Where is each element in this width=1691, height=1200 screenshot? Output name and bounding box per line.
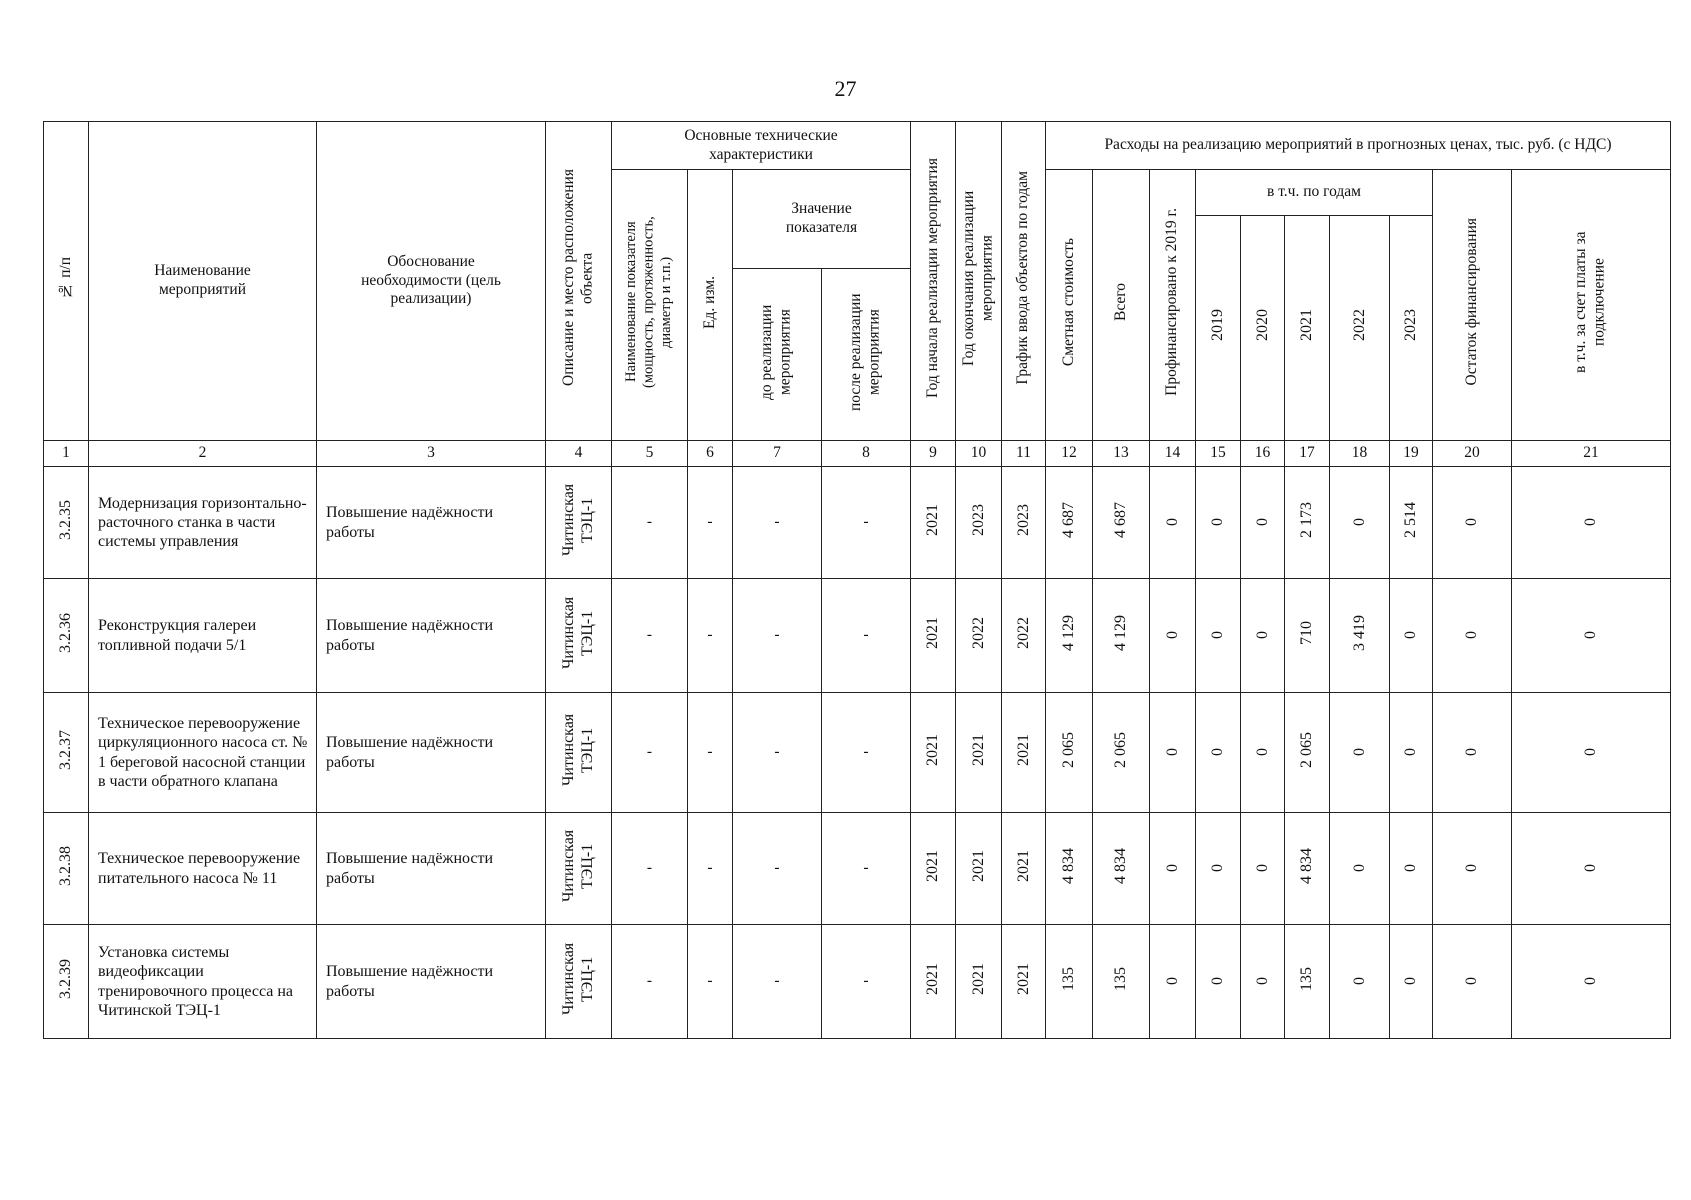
end-year-cell	[956, 579, 1002, 693]
prefinanced-value: 0	[1163, 631, 1181, 640]
expense-2023-cell	[1390, 579, 1433, 693]
schedule-year-value: 2023	[1014, 503, 1032, 536]
row-number-cell	[44, 925, 89, 1039]
start-year-value: 2021	[924, 503, 942, 536]
location-text: Читинская ТЭЦ-1	[560, 829, 597, 902]
expense-2020-value: 0	[1253, 631, 1271, 640]
header-by-years: в т.ч. по годам	[1196, 170, 1433, 216]
header-indicator-name: Наименование показателя (мощность, протяженность, диаметр и т.п.)	[612, 170, 688, 441]
prefinanced-cell	[1150, 693, 1196, 813]
column-number: 17	[1285, 441, 1330, 467]
column-number: 19	[1390, 441, 1433, 467]
end-year-cell	[956, 925, 1002, 1039]
start-year-cell	[911, 467, 956, 579]
header-justification: Обоснование необходимости (цель реализации)	[317, 122, 546, 441]
schedule-year-cell	[1002, 579, 1046, 693]
justification-cell: Повышение надёжности работы	[317, 579, 546, 693]
location-cell	[546, 467, 612, 579]
total-cost-value: 135	[1112, 966, 1130, 991]
justification-cell: Повышение надёжности работы	[317, 693, 546, 813]
header-tech-group: Основные технические характеристики	[612, 122, 911, 170]
expense-2021-value: 4 834	[1298, 847, 1316, 884]
row-number-value: 3.2.37	[57, 729, 75, 770]
expense-2023-value: 0	[1402, 864, 1420, 873]
column-number: 9	[911, 441, 956, 467]
expense-2023-value: 0	[1402, 977, 1420, 986]
prefinanced-cell	[1150, 579, 1196, 693]
column-number: 8	[822, 441, 911, 467]
indicator-name-cell: -	[612, 579, 688, 693]
expense-2022-cell	[1330, 813, 1390, 925]
total-cost-cell	[1093, 579, 1150, 693]
prefinanced-cell	[1150, 467, 1196, 579]
value-after-cell: -	[822, 925, 911, 1039]
prefinanced-cell	[1150, 925, 1196, 1039]
expense-2022-value: 0	[1350, 748, 1368, 757]
page-number: 27	[834, 76, 857, 101]
column-number: 18	[1330, 441, 1390, 467]
header-schedule: График ввода объектов по годам	[1002, 122, 1046, 441]
expense-2023-cell	[1390, 467, 1433, 579]
row-number-value: 3.2.36	[57, 612, 75, 653]
estimated-cost-value: 4 687	[1060, 501, 1078, 538]
prefinanced-value: 0	[1163, 977, 1181, 986]
estimated-cost-cell	[1046, 813, 1093, 925]
expense-2019-cell	[1196, 579, 1241, 693]
header-y2023: 2023	[1390, 216, 1433, 441]
prefinanced-value: 0	[1163, 748, 1181, 757]
expense-2020-value: 0	[1253, 518, 1271, 527]
start-year-value: 2021	[924, 616, 942, 649]
value-before-cell: -	[733, 813, 822, 925]
end-year-cell	[956, 813, 1002, 925]
value-after-cell: -	[822, 693, 911, 813]
table-row	[44, 813, 1671, 925]
expense-2023-value: 2 514	[1402, 501, 1420, 538]
connection-fee-value: 0	[1582, 864, 1600, 873]
connection-fee-value: 0	[1582, 748, 1600, 757]
expense-2019-cell	[1196, 693, 1241, 813]
column-number: 15	[1196, 441, 1241, 467]
expense-2022-cell	[1330, 693, 1390, 813]
remaining-financing-value: 0	[1463, 518, 1481, 527]
expense-2022-cell	[1330, 579, 1390, 693]
column-number: 2	[89, 441, 317, 467]
end-year-cell	[956, 693, 1002, 813]
expense-2020-cell	[1241, 813, 1285, 925]
estimated-cost-value: 135	[1060, 966, 1078, 991]
total-cost-value: 4 687	[1112, 501, 1130, 538]
schedule-year-cell	[1002, 693, 1046, 813]
expense-2021-value: 2 173	[1298, 501, 1316, 538]
value-before-cell: -	[733, 693, 822, 813]
expense-2020-cell	[1241, 579, 1285, 693]
estimated-cost-cell	[1046, 579, 1093, 693]
expense-2021-value: 2 065	[1298, 731, 1316, 768]
header-expenses-group: Расходы на реализацию мероприятий в прогнозных ценах, тыс. руб. (с НДС)	[1046, 122, 1671, 170]
remaining-financing-cell	[1433, 579, 1512, 693]
expense-2023-value: 0	[1402, 631, 1420, 640]
location-text: Читинская ТЭЦ-1	[560, 713, 597, 786]
row-number-cell	[44, 467, 89, 579]
value-before-cell: -	[733, 925, 822, 1039]
remaining-financing-cell	[1433, 925, 1512, 1039]
justification-cell: Повышение надёжности работы	[317, 467, 546, 579]
row-number-cell	[44, 579, 89, 693]
table-row	[44, 467, 1671, 579]
indicator-name-cell: -	[612, 925, 688, 1039]
row-number-value: 3.2.35	[57, 499, 75, 540]
justification-cell: Повышение надёжности работы	[317, 813, 546, 925]
indicator-name-cell: -	[612, 813, 688, 925]
header-start-year: Год начала реализации мероприятия	[911, 122, 956, 441]
connection-fee-value: 0	[1582, 977, 1600, 986]
expense-2019-cell	[1196, 925, 1241, 1039]
header-after: после реализации мероприятия	[822, 269, 911, 441]
column-number: 14	[1150, 441, 1196, 467]
schedule-year-cell	[1002, 925, 1046, 1039]
indicator-name-cell: -	[612, 693, 688, 813]
column-number: 1	[44, 441, 89, 467]
expense-2023-cell	[1390, 693, 1433, 813]
end-year-value: 2021	[969, 849, 987, 882]
remaining-financing-value: 0	[1463, 864, 1481, 873]
expense-2020-cell	[1241, 925, 1285, 1039]
unit-cell: -	[688, 579, 733, 693]
header-total: Всего	[1093, 170, 1150, 441]
schedule-year-cell	[1002, 467, 1046, 579]
expense-2020-cell	[1241, 693, 1285, 813]
measure-name-cell: Установка системы видеофиксации тренировочного процесса на Читинской ТЭЦ-1	[89, 925, 317, 1039]
header-value-group: Значение показателя	[733, 170, 911, 269]
connection-fee-value: 0	[1582, 518, 1600, 527]
table-row	[44, 925, 1671, 1039]
start-year-value: 2021	[924, 962, 942, 995]
expense-2021-cell	[1285, 467, 1330, 579]
measure-name-cell: Модернизация горизонтально-расточного станка в части системы управления	[89, 467, 317, 579]
schedule-year-value: 2021	[1014, 962, 1032, 995]
start-year-value: 2021	[924, 733, 942, 766]
end-year-value: 2022	[969, 616, 987, 649]
expense-2021-value: 135	[1298, 966, 1316, 991]
schedule-year-cell	[1002, 813, 1046, 925]
location-cell	[546, 813, 612, 925]
header-estimated-cost: Сметная стоимость	[1046, 170, 1093, 441]
column-number: 21	[1512, 441, 1671, 467]
location-cell	[546, 693, 612, 813]
expense-2021-cell	[1285, 925, 1330, 1039]
row-number-value: 3.2.38	[57, 845, 75, 886]
expense-2022-cell	[1330, 467, 1390, 579]
expense-2021-cell	[1285, 813, 1330, 925]
expense-2019-value: 0	[1209, 748, 1227, 757]
expense-2020-cell	[1241, 467, 1285, 579]
end-year-value: 2021	[969, 962, 987, 995]
prefinanced-value: 0	[1163, 518, 1181, 527]
connection-fee-cell	[1512, 693, 1671, 813]
remaining-financing-value: 0	[1463, 631, 1481, 640]
header-y2021: 2021	[1285, 216, 1330, 441]
expense-2020-value: 0	[1253, 977, 1271, 986]
remaining-financing-cell	[1433, 813, 1512, 925]
total-cost-cell	[1093, 813, 1150, 925]
total-cost-value: 4 834	[1112, 847, 1130, 884]
justification-cell: Повышение надёжности работы	[317, 925, 546, 1039]
estimated-cost-value: 4 834	[1060, 847, 1078, 884]
total-cost-value: 2 065	[1112, 731, 1130, 768]
start-year-cell	[911, 693, 956, 813]
location-text: Читинская ТЭЦ-1	[560, 596, 597, 669]
expense-2022-value: 0	[1350, 518, 1368, 527]
prefinanced-cell	[1150, 813, 1196, 925]
location-cell	[546, 579, 612, 693]
header-unit: Ед. изм.	[688, 170, 733, 441]
expense-2021-value: 710	[1298, 620, 1316, 645]
estimated-cost-cell	[1046, 925, 1093, 1039]
remaining-financing-value: 0	[1463, 748, 1481, 757]
remaining-financing-value: 0	[1463, 977, 1481, 986]
estimated-cost-cell	[1046, 693, 1093, 813]
total-cost-value: 4 129	[1112, 614, 1130, 651]
estimated-cost-value: 2 065	[1060, 731, 1078, 768]
location-text: Читинская ТЭЦ-1	[560, 942, 597, 1015]
row-number-cell	[44, 813, 89, 925]
total-cost-cell	[1093, 693, 1150, 813]
column-number-row	[44, 441, 1671, 467]
expense-2021-cell	[1285, 693, 1330, 813]
estimated-cost-cell	[1046, 467, 1093, 579]
schedule-year-value: 2021	[1014, 733, 1032, 766]
estimated-cost-value: 4 129	[1060, 614, 1078, 651]
investment-table	[43, 121, 1671, 1039]
column-number: 11	[1002, 441, 1046, 467]
expense-2019-value: 0	[1209, 864, 1227, 873]
header-before: до реализации мероприятия	[733, 269, 822, 441]
expense-2019-value: 0	[1209, 977, 1227, 986]
location-cell	[546, 925, 612, 1039]
header-prefinanced: Профинансировано к 2019 г.	[1150, 170, 1196, 441]
indicator-name-cell: -	[612, 467, 688, 579]
end-year-value: 2021	[969, 733, 987, 766]
column-number: 16	[1241, 441, 1285, 467]
expense-2019-cell	[1196, 813, 1241, 925]
unit-cell: -	[688, 925, 733, 1039]
expense-2021-cell	[1285, 579, 1330, 693]
total-cost-cell	[1093, 467, 1150, 579]
location-text: Читинская ТЭЦ-1	[560, 483, 597, 556]
row-number-value: 3.2.39	[57, 958, 75, 999]
remaining-financing-cell	[1433, 467, 1512, 579]
connection-fee-cell	[1512, 925, 1671, 1039]
table-row	[44, 579, 1671, 693]
prefinanced-value: 0	[1163, 864, 1181, 873]
start-year-cell	[911, 925, 956, 1039]
expense-2023-value: 0	[1402, 748, 1420, 757]
header-name: Наименование мероприятий	[89, 122, 317, 441]
column-number: 10	[956, 441, 1002, 467]
expense-2019-cell	[1196, 467, 1241, 579]
expense-2019-value: 0	[1209, 518, 1227, 527]
total-cost-cell	[1093, 925, 1150, 1039]
start-year-value: 2021	[924, 849, 942, 882]
column-number: 3	[317, 441, 546, 467]
value-before-cell: -	[733, 579, 822, 693]
unit-cell: -	[688, 813, 733, 925]
connection-fee-cell	[1512, 467, 1671, 579]
expense-2022-value: 0	[1350, 977, 1368, 986]
header-y2020: 2020	[1241, 216, 1285, 441]
table-row	[44, 693, 1671, 813]
column-number: 20	[1433, 441, 1512, 467]
header-y2022: 2022	[1330, 216, 1390, 441]
start-year-cell	[911, 579, 956, 693]
column-number: 12	[1046, 441, 1093, 467]
expense-2020-value: 0	[1253, 864, 1271, 873]
connection-fee-cell	[1512, 579, 1671, 693]
unit-cell: -	[688, 467, 733, 579]
expense-2023-cell	[1390, 813, 1433, 925]
connection-fee-value: 0	[1582, 631, 1600, 640]
end-year-value: 2023	[969, 503, 987, 536]
expense-2023-cell	[1390, 925, 1433, 1039]
measure-name-cell: Реконструкция галереи топливной подачи 5/1	[89, 579, 317, 693]
remaining-financing-cell	[1433, 693, 1512, 813]
column-number: 7	[733, 441, 822, 467]
value-after-cell: -	[822, 467, 911, 579]
header-location: Описание и место расположения объекта	[546, 122, 612, 441]
value-before-cell: -	[733, 467, 822, 579]
start-year-cell	[911, 813, 956, 925]
expense-2022-value: 3 419	[1350, 614, 1368, 651]
value-after-cell: -	[822, 579, 911, 693]
expense-2022-value: 0	[1350, 864, 1368, 873]
unit-cell: -	[688, 693, 733, 813]
header-remaining: Остаток финансирования	[1433, 170, 1512, 441]
expense-2020-value: 0	[1253, 748, 1271, 757]
schedule-year-value: 2021	[1014, 849, 1032, 882]
value-after-cell: -	[822, 813, 911, 925]
column-number: 5	[612, 441, 688, 467]
expense-2019-value: 0	[1209, 631, 1227, 640]
end-year-cell	[956, 467, 1002, 579]
header-num: № п/п	[44, 122, 89, 441]
header-end-year: Год окончания реализации мероприятия	[956, 122, 1002, 441]
column-number: 4	[546, 441, 612, 467]
row-number-cell	[44, 693, 89, 813]
column-number: 13	[1093, 441, 1150, 467]
header-y2019: 2019	[1196, 216, 1241, 441]
column-number: 6	[688, 441, 733, 467]
header-connection-fee: в т.ч. за счет платы за подключение	[1512, 170, 1671, 441]
expense-2022-cell	[1330, 925, 1390, 1039]
measure-name-cell: Техническое перевооружение питательного насоса № 11	[89, 813, 317, 925]
connection-fee-cell	[1512, 813, 1671, 925]
measure-name-cell: Техническое перевооружение циркуляционного насоса ст. № 1 береговой насосной станции в части обратного клапана	[89, 693, 317, 813]
schedule-year-value: 2022	[1014, 616, 1032, 649]
